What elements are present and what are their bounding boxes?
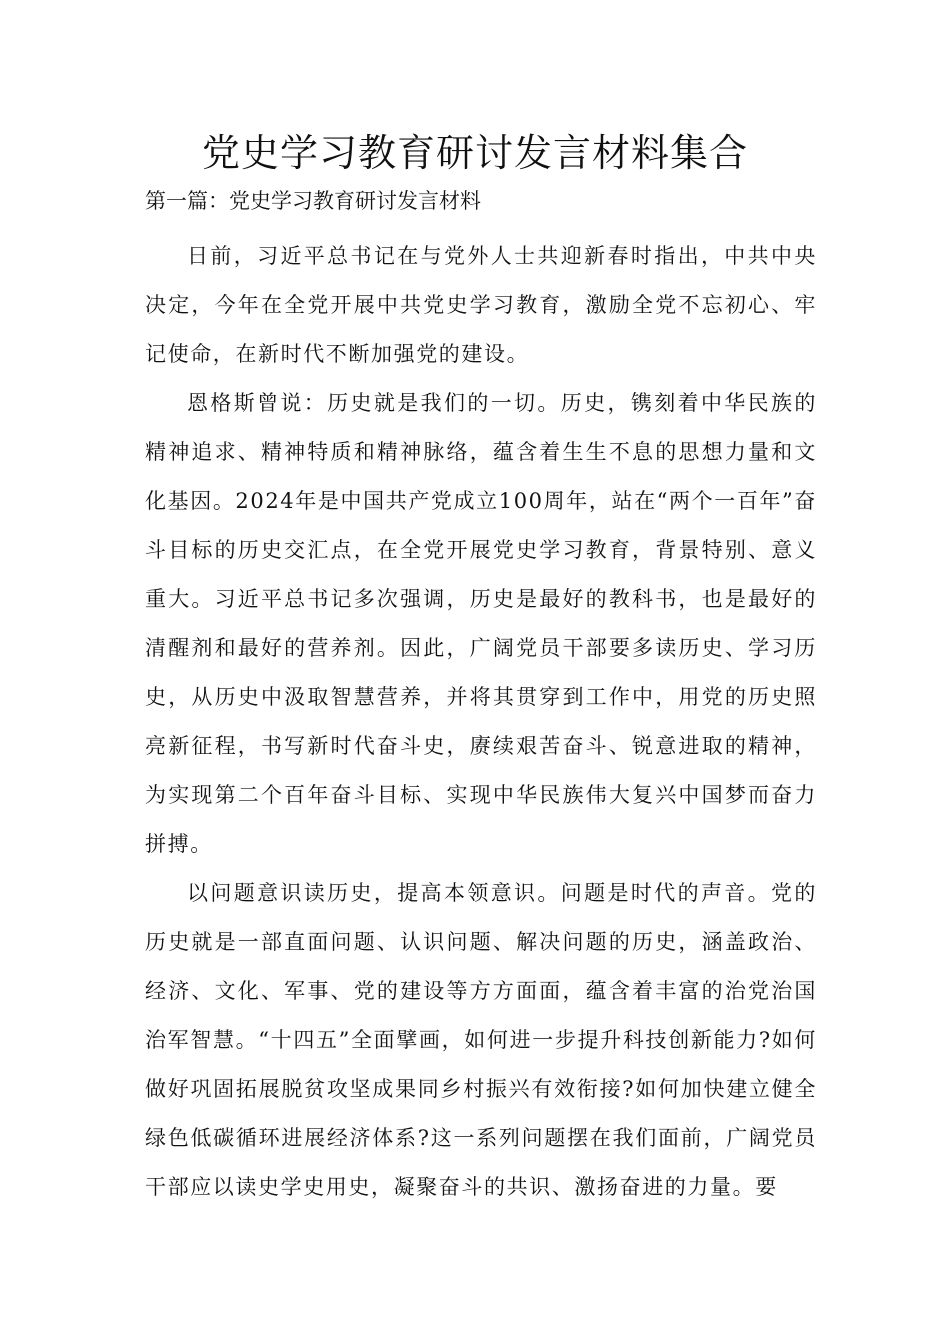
body-text [145,232,817,1212]
paragraph-3: 以问题意识读历史，提高本领意识。问题是时代的声音。党的历史就是一部直面问题、认识问题、解决问题的历史，涵盖政治、经济、文化、军事、党的建设等方方面面，蕴含着丰富的治党治国治军智慧。“十四五”全面擘画，如何进一步提升科技创新能力?如何做好巩固拓展脱贫攻坚成果同乡村振兴有效衔接?如何加快建立健全绿色低碳循环进展经济体系?这一系列问题摆在我们面前，广阔党员干部应以读史学史用史，凝聚奋斗的共识、激扬奋进的力量。要 [145,881,817,1199]
section-heading: 第一篇：党史学习教育研讨发言材料 [145,189,481,213]
document-title: 党史学习教育研讨发言材料集合 [201,131,748,175]
paragraph-1: 日前，习近平总书记在与党外人士共迎新春时指出，中共中央决定，今年在全党开展中共党史学习教育，激励全党不忘初心、牢记使命，在新时代不断加强党的建设。 [145,244,817,366]
paragraph-2: 恩格斯曾说：历史就是我们的一切。历史，镌刻着中华民族的精神追求、精神特质和精神脉络，蕴含着生生不息的思想力量和文化基因。2024年是中国共产党成立100周年，站在“两个一百年”奋斗目标的历史交汇点，在全党开展党史学习教育，背景特别、意义重大。习近平总书记多次强调，历史是最好的教科书，也是最好的清醒剂和最好的营养剂。因此，广阔党员干部要多读历史、学习历史，从历史中汲取智慧营养，并将其贯穿到工作中，用党的历史照亮新征程，书写新时代奋斗史，赓续艰苦奋斗、锐意进取的精神，为实现第二个百年奋斗目标、实现中华民族伟大复兴中国梦而奋力拼搏。 [145,391,817,856]
